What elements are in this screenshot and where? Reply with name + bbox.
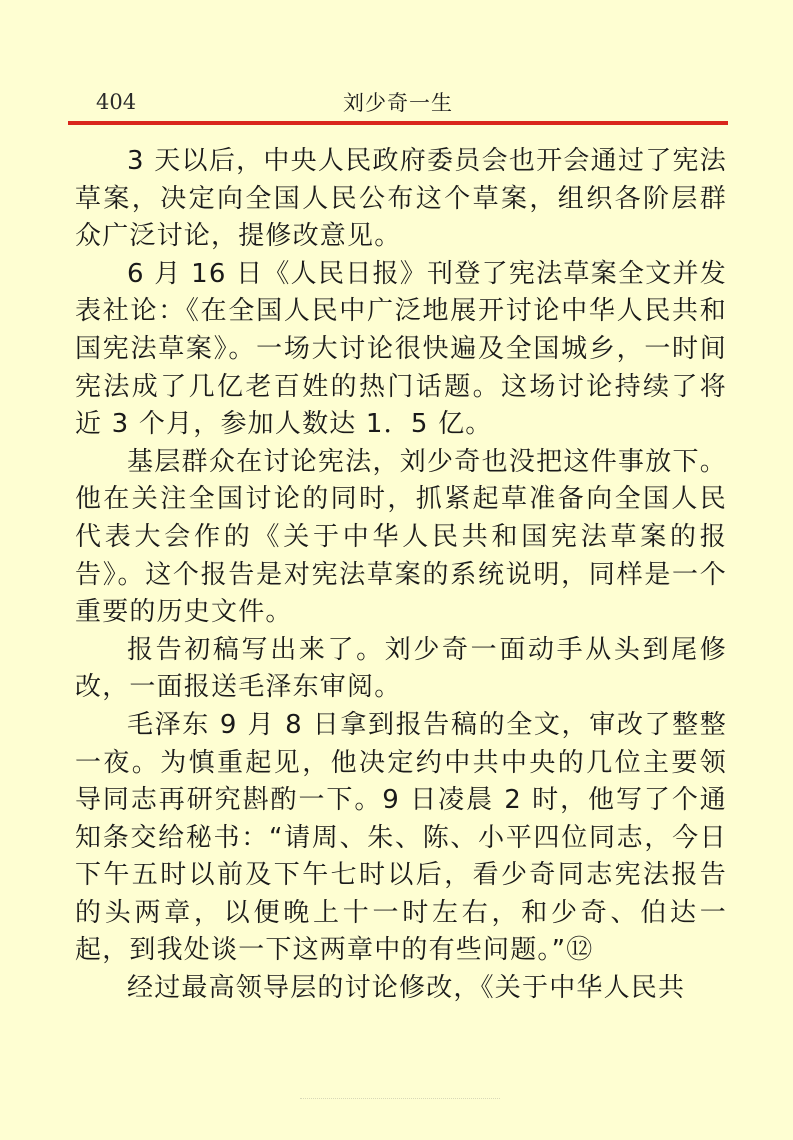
page-number: 404 — [96, 90, 137, 114]
paragraph: 3 天以后，中央人民政府委员会也开会通过了宪法草案，决定向全国人民公布这个草案，组织各阶层群众广泛讨论，提修改意见。 — [75, 146, 727, 252]
paragraph: 基层群众在讨论宪法，刘少奇也没把这件事放下。他在关注全国讨论的同时，抓紧起草准备向全国人民代表大会作的《关于中华人民共和国宪法草案的报告》。这个报告是对宪法草案的系统说明，同样是一个重要的历史文件。 — [75, 446, 727, 628]
paragraph: 经过最高领导层的讨论修改，《关于中华人民共 — [127, 973, 686, 1004]
running-title: 刘少奇一生 — [343, 91, 453, 115]
header-rule — [68, 121, 728, 125]
paragraph: 毛泽东 9 月 8 日拿到报告稿的全文，审改了整整一夜。为慎重起见，他决定约中共中央的几位主要领导同志再研究斟酌一下。9 日凌晨 2 时，他写了个通知条交给秘书：“请周、朱、陈、小平四位同志，今日下午五时以前及下午七时以后，看少奇同志宪法报告的头两章，以便晚上十一时左右，和少奇、伯达一起，到我处谈一下这两章中的有些问题。”⑫ — [75, 709, 727, 966]
body-text — [75, 143, 727, 1008]
paragraph: 报告初稿写出来了。刘少奇一面动手从头到尾修改，一面报送毛泽东审阅。 — [75, 634, 727, 703]
page-header — [68, 80, 728, 120]
page-bottom-mark — [300, 1098, 500, 1105]
paragraph: 6 月 16 日《人民日报》刊登了宪法草案全文并发表社论：《在全国人民中广泛地展开讨论中华人民共和国宪法草案》。一场大讨论很快遍及全国城乡，一时间宪法成了几亿老百姓的热门话题。这场讨论持续了将近 3 个月，参加人数达 1．5 亿。 — [75, 258, 727, 440]
